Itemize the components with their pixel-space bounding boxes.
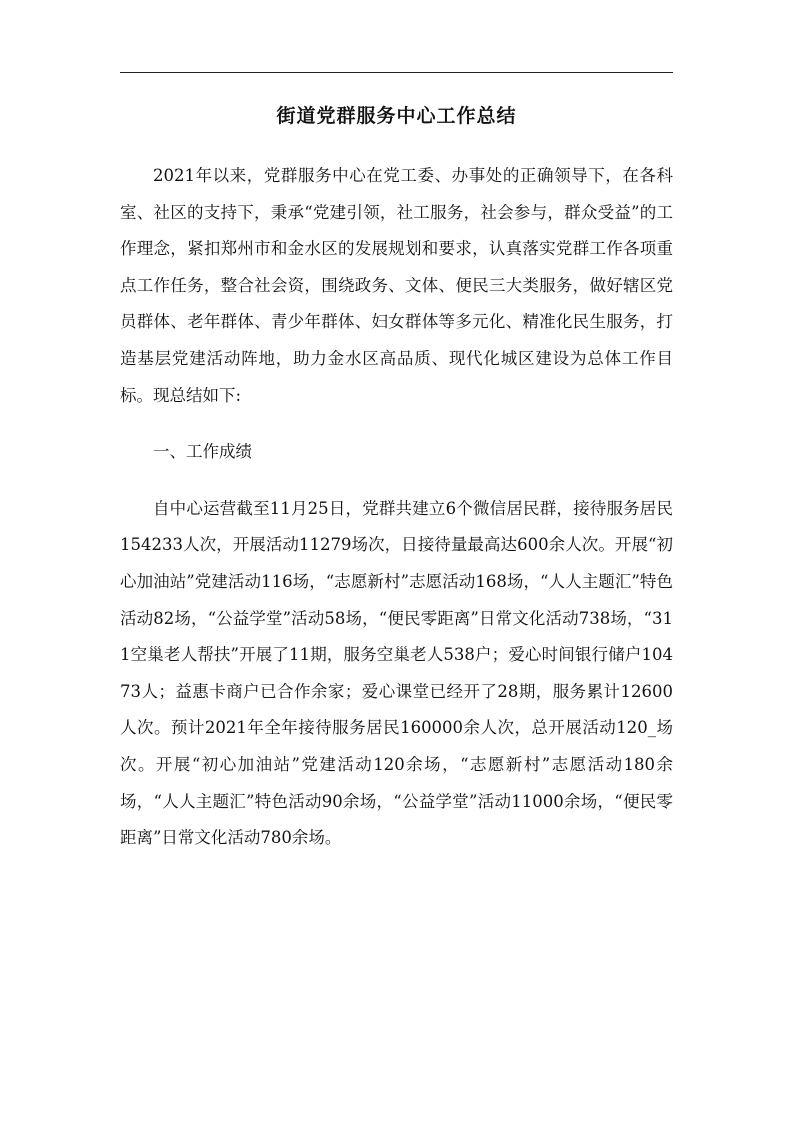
section-heading-work-achievements: 一、工作成绩 (153, 442, 252, 462)
achievements-paragraph: 自中心运营截至11月25日，党群共建立6个微信居民群，接待服务居民154233人次，开展活动11279场次，日接待量最高达600余人次。开展“初心加油站”党建活动116场，“志愿新村”志愿活动168场，“人人主题汇”特色活动82场，“公益学堂”活动58场，“便民零距离”日常文化活动738场，“311空巢老人帮扶”开展了11期，服务空巢老人538户；爱心时间银行储户10473人；益惠卡商户已合作余家；爱心课堂已经开了28期，服务累计12600人次。预计2021年全年接待服务居民160000余人次，总开展活动120_场次。开展“初心加油站”党建活动120余场，“志愿新村”志愿活动180余场，“人人主题汇”特色活动90余场，“公益学堂”活动11000余场，“便民零距离”日常文化活动780余场。 (120, 498, 673, 848)
document-body (120, 158, 673, 877)
intro-paragraph: 2021年以来，党群服务中心在党工委、办事处的正确领导下，在各科室、社区的支持下，秉承“党建引领，社工服务，社会参与，群众受益”的工作理念，紧扣郑州市和金水区的发展规划和要求，认真落实党群工作各项重点工作任务，整合社会资，围绕政务、文体、便民三大类服务，做好辖区党员群体、老年群体、青少年群体、妇女群体等多元化、精准化民生服务，打造基层党建活动阵地，助力金水区高品质、现代化城区建设为总体工作目标。现总结如下: (120, 166, 673, 405)
document-title: 街道党群服务中心工作总结 (276, 105, 517, 127)
header-rule (120, 72, 673, 73)
